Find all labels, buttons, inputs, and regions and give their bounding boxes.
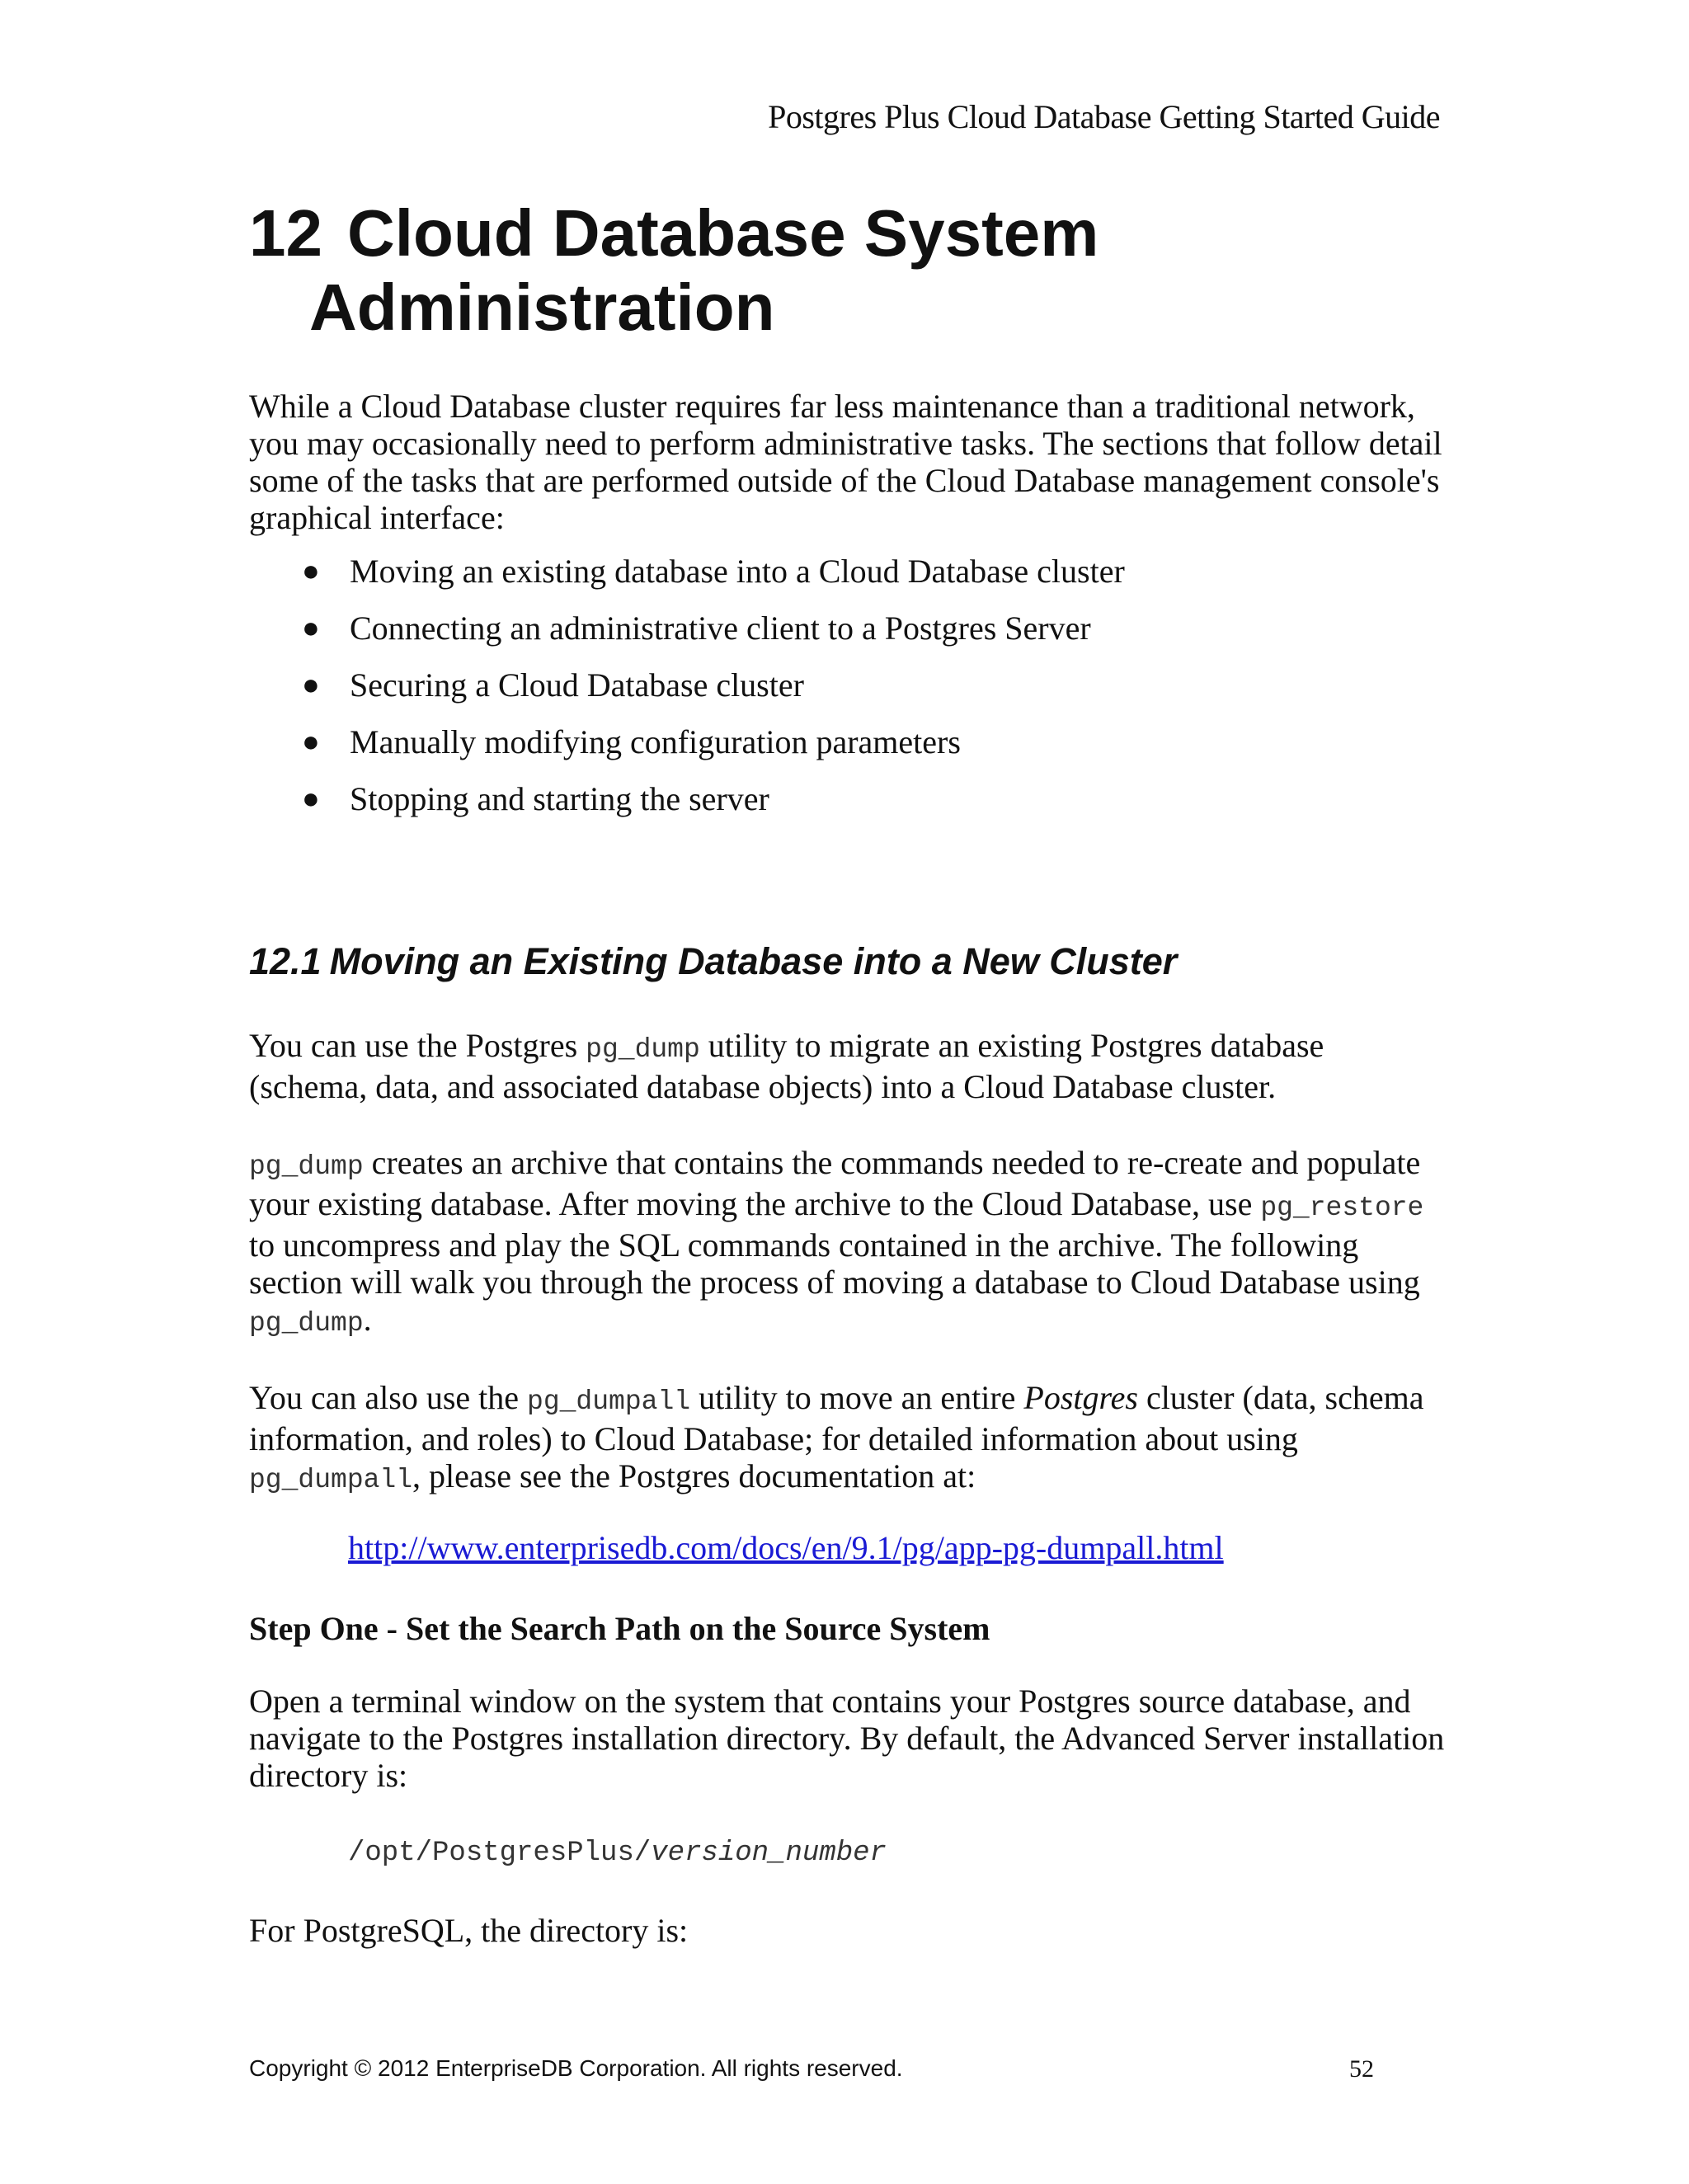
paragraph-postgresql-dir: For PostgreSQL, the directory is: xyxy=(249,1912,689,1949)
pg-dumpall-docs-link[interactable]: http://www.enterprisedb.com/docs/en/9.1/pg/app-pg-dumpall.html xyxy=(348,1529,1224,1566)
list-item: ● Manually modifying configuration parameters xyxy=(302,723,961,760)
intro-paragraph: While a Cloud Database cluster requires far less maintenance than a traditional network, you may occasionally need to perform administrative tasks. The sections that follow detail some of the tasks that are performed outside of the Cloud Database management console's graphical interface: xyxy=(249,388,1442,536)
bullet-icon: ● xyxy=(302,668,320,701)
bullet-icon: ● xyxy=(302,611,320,644)
section-title xyxy=(249,940,1177,983)
chapter-number: 12 xyxy=(249,196,322,270)
paragraph-pg-dump-intro: You can use the Postgres pg_dump utility to migrate an existing Postgres database (schema, data, and associated database objects) into a Cloud Database cluster. xyxy=(249,1027,1324,1105)
list-item: ● Connecting an administrative client to a Postgres Server xyxy=(302,610,1091,647)
install-path-code: /opt/PostgresPlus/version_number xyxy=(348,1838,887,1869)
bullet-icon: ● xyxy=(302,554,320,587)
chapter-title xyxy=(249,196,1099,345)
inline-code: pg_restore xyxy=(1260,1193,1424,1223)
list-item: ● Stopping and starting the server xyxy=(302,780,769,817)
inline-code: pg_dump xyxy=(249,1151,364,1182)
list-item: ● Securing a Cloud Database cluster xyxy=(302,666,804,704)
paragraph-pg-dumpall: You can also use the pg_dumpall utility to move an entire Postgres cluster (data, schema information, and roles) to Cloud Database; for detailed information about using pg_dumpall, please see the Postgres documentation at: xyxy=(249,1379,1424,1495)
bullet-icon: ● xyxy=(302,725,320,758)
inline-code: pg_dump xyxy=(586,1034,700,1065)
copyright-footer: Copyright © 2012 EnterpriseDB Corporation. All rights reserved. xyxy=(249,2055,903,2081)
chapter-title-line2: Administration xyxy=(309,271,775,344)
page-number: 52 xyxy=(1349,2055,1374,2083)
section-title-text: Moving an Existing Database into a New Cluster xyxy=(329,940,1178,982)
running-header: Postgres Plus Cloud Database Getting Started Guide xyxy=(768,98,1440,135)
paragraph-terminal: Open a terminal window on the system that contains your Postgres source database, and navigate to the Postgres installation directory. By default, the Advanced Server installation directory is: xyxy=(249,1683,1445,1794)
section-number: 12.1 xyxy=(249,940,322,982)
task-list xyxy=(302,553,1125,837)
inline-code: pg_dumpall xyxy=(527,1386,691,1417)
inline-code: pg_dump xyxy=(249,1308,364,1339)
inline-code: pg_dumpall xyxy=(249,1465,413,1495)
bullet-icon: ● xyxy=(302,782,320,815)
list-item: ● Moving an existing database into a Cloud Database cluster xyxy=(302,553,1125,590)
step-heading: Step One - Set the Search Path on the Source System xyxy=(249,1610,990,1647)
paragraph-pg-dump-archive: pg_dump creates an archive that contains the commands needed to re-create and populate your existing database. After moving the archive to the Cloud Database, use pg_restore to uncompress and play the SQL commands contained in the archive. The following section will walk you through the process of moving a database to Cloud Database using pg_dump. xyxy=(249,1144,1424,1339)
chapter-title-line1: Cloud Database System xyxy=(346,196,1099,270)
